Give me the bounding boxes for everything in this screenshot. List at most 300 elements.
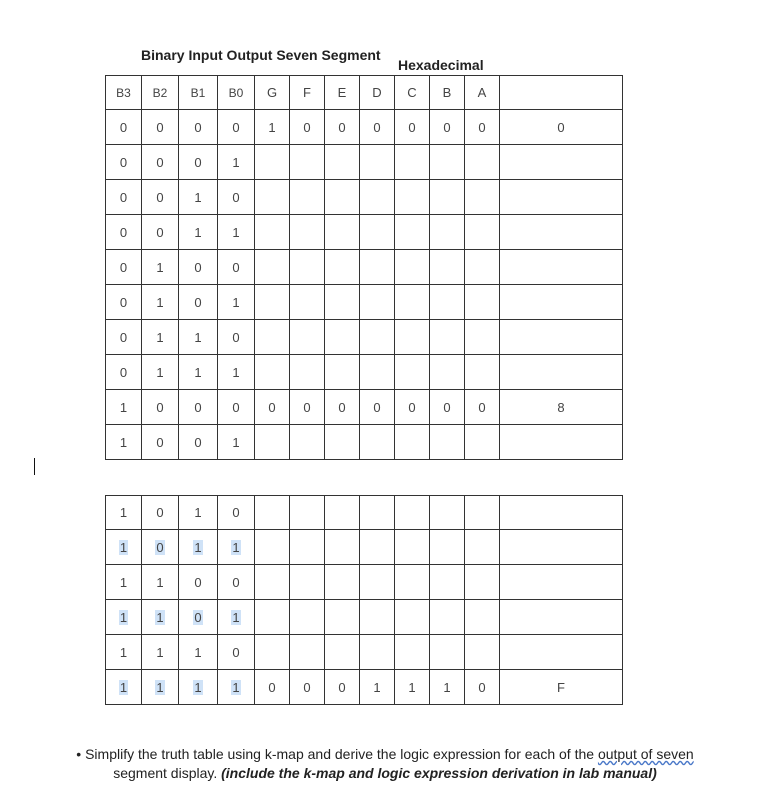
table-cell <box>290 285 325 320</box>
cell-value: 0 <box>119 189 128 205</box>
table-cell <box>218 145 255 180</box>
table-cell <box>142 670 179 705</box>
table-row <box>106 530 623 565</box>
table-cell <box>106 215 142 250</box>
table-cell <box>465 670 500 705</box>
cell-value: D <box>372 85 382 100</box>
table-cell <box>360 600 395 635</box>
table-cell <box>142 425 179 460</box>
cell-value: 0 <box>119 119 128 135</box>
cell-value: 0 <box>443 119 451 135</box>
table-cell <box>325 215 360 250</box>
table-cell <box>360 355 395 390</box>
table-cell <box>430 600 465 635</box>
table-cell <box>218 110 255 145</box>
table-cell <box>218 355 255 390</box>
table-cell <box>395 180 430 215</box>
table-cell <box>465 390 500 425</box>
table-cell <box>255 180 290 215</box>
table-cell <box>106 320 142 355</box>
cell-value: 0 <box>268 399 276 415</box>
table-cell <box>465 565 500 600</box>
table-cell <box>395 600 430 635</box>
cell-value: 0 <box>478 679 486 695</box>
cell-value: 0 <box>156 539 164 555</box>
table-cell <box>142 496 179 530</box>
cell-value: 0 <box>232 259 240 275</box>
table-cell <box>465 215 500 250</box>
table-cell <box>325 110 360 145</box>
table-cell <box>395 425 430 460</box>
table-cell <box>142 635 179 670</box>
table-cell <box>430 530 465 565</box>
table-cell <box>290 565 325 600</box>
cell-value: 1 <box>232 434 240 450</box>
table-cell <box>255 390 290 425</box>
table-cell <box>106 530 142 565</box>
table-cell <box>465 530 500 565</box>
cell-value: 1 <box>232 609 240 625</box>
table-cell <box>500 390 623 425</box>
table-cell <box>325 530 360 565</box>
cell-value: C <box>407 85 417 100</box>
table-cell <box>430 425 465 460</box>
table-cell <box>290 215 325 250</box>
table-cell <box>395 285 430 320</box>
table-cell <box>218 250 255 285</box>
cell-value: 0 <box>338 679 346 695</box>
cell-value: 1 <box>232 294 240 310</box>
table-cell <box>360 285 395 320</box>
cell-value: 0 <box>232 189 240 205</box>
cell-value: 0 <box>478 119 486 135</box>
table-cell <box>255 215 290 250</box>
cell-value: B <box>442 85 452 100</box>
instruction-note <box>40 745 730 783</box>
table-cell <box>255 565 290 600</box>
table-cell <box>500 250 623 285</box>
table-cell <box>325 285 360 320</box>
table-cell <box>106 285 142 320</box>
cell-value: 1 <box>443 679 451 695</box>
table-cell <box>218 425 255 460</box>
table-cell <box>179 635 218 670</box>
table-cell <box>325 250 360 285</box>
cell-value: F <box>557 679 565 695</box>
table-cell <box>290 110 325 145</box>
table-cell <box>255 425 290 460</box>
cell-value: 1 <box>119 505 128 520</box>
cell-value: 0 <box>119 294 128 310</box>
table-cell <box>465 600 500 635</box>
heading-hexadecimal: Hexadecimal <box>398 57 484 73</box>
cell-value: B3 <box>116 85 131 100</box>
cell-value: 1 <box>194 644 202 660</box>
cell-value: 1 <box>156 364 164 380</box>
table-row <box>106 320 623 355</box>
table-cell <box>430 285 465 320</box>
cell-value: 0 <box>119 259 128 275</box>
cell-value: 0 <box>194 399 202 415</box>
table-cell <box>142 76 179 110</box>
cell-value: 1 <box>119 539 128 555</box>
note-emphasis: (include the k-map and logic expression derivation in lab manual) <box>221 765 657 781</box>
table-cell <box>290 496 325 530</box>
table-row <box>106 180 623 215</box>
table-cell <box>218 180 255 215</box>
table-cell <box>179 355 218 390</box>
table-cell <box>218 635 255 670</box>
table-cell <box>465 180 500 215</box>
table-cell <box>325 635 360 670</box>
table-cell <box>500 180 623 215</box>
table-cell <box>430 565 465 600</box>
table-row <box>106 565 623 600</box>
table-row <box>106 145 623 180</box>
table-cell <box>106 145 142 180</box>
table-cell <box>255 145 290 180</box>
table-cell <box>255 320 290 355</box>
table-cell <box>430 496 465 530</box>
table-cell <box>360 670 395 705</box>
table-cell <box>218 600 255 635</box>
cell-value: B2 <box>152 85 168 100</box>
table-cell <box>179 565 218 600</box>
cell-value: 0 <box>408 399 416 415</box>
table-cell <box>500 110 623 145</box>
table-cell <box>218 320 255 355</box>
table-row <box>106 635 623 670</box>
note-text-line2: segment display. <box>113 765 218 781</box>
table-cell <box>290 180 325 215</box>
table-cell <box>218 215 255 250</box>
cell-value: 0 <box>194 609 202 625</box>
truth-table-2 <box>105 495 623 705</box>
cell-value: 1 <box>156 329 164 345</box>
table-cell <box>500 565 623 600</box>
table-cell <box>465 76 500 110</box>
cell-value: 0 <box>303 399 311 415</box>
table-cell <box>255 600 290 635</box>
table-cell <box>395 320 430 355</box>
table-cell <box>395 145 430 180</box>
table-cell <box>179 425 218 460</box>
cell-value: 1 <box>156 644 164 660</box>
table-cell <box>179 250 218 285</box>
note-text: Simplify the truth table using k-map and derive the logic expression for each of the <box>85 746 598 762</box>
table-cell <box>106 390 142 425</box>
table-cell <box>325 355 360 390</box>
table-cell <box>325 180 360 215</box>
table-cell <box>290 76 325 110</box>
table-cell <box>106 110 142 145</box>
cell-value: 0 <box>156 399 164 415</box>
table-cell <box>395 250 430 285</box>
table-cell <box>430 110 465 145</box>
table-cell <box>179 180 218 215</box>
cell-value: A <box>477 85 487 100</box>
table-cell <box>360 250 395 285</box>
table-row <box>106 670 623 705</box>
table-row <box>106 425 623 460</box>
table-cell <box>290 145 325 180</box>
table-cell <box>325 76 360 110</box>
cell-value: 0 <box>156 505 164 520</box>
table-cell <box>325 320 360 355</box>
table-cell <box>179 496 218 530</box>
cell-value: 1 <box>232 679 240 695</box>
table-cell <box>179 285 218 320</box>
cell-value: 0 <box>373 399 381 415</box>
table-row <box>106 215 623 250</box>
table-cell <box>395 355 430 390</box>
cell-value: 0 <box>194 119 202 135</box>
table-cell <box>255 355 290 390</box>
table-cell <box>395 635 430 670</box>
table-cell <box>430 670 465 705</box>
cell-value: 1 <box>156 259 164 275</box>
cell-value: 0 <box>194 434 202 450</box>
table-cell <box>430 390 465 425</box>
table-row <box>106 496 623 530</box>
cell-value: 1 <box>156 679 164 695</box>
table-header-row <box>106 76 623 110</box>
table-cell <box>218 565 255 600</box>
cell-value: 0 <box>478 399 486 415</box>
table-cell <box>395 530 430 565</box>
bullet: • <box>76 746 82 762</box>
cell-value: 0 <box>303 119 311 135</box>
table-cell <box>325 600 360 635</box>
cell-value: 1 <box>119 609 128 625</box>
table-cell <box>255 530 290 565</box>
table-cell <box>106 635 142 670</box>
note-text-squiggle: output of seven <box>597 746 694 762</box>
cell-value: 0 <box>156 154 164 170</box>
cell-value: 0 <box>156 224 164 240</box>
table-cell <box>500 145 623 180</box>
cell-value: 0 <box>268 679 276 695</box>
cell-value: 0 <box>194 574 202 590</box>
cell-value: E <box>337 85 347 100</box>
cell-value: 1 <box>232 224 240 240</box>
table-row <box>106 390 623 425</box>
cell-value: 1 <box>119 399 128 415</box>
table-cell <box>218 496 255 530</box>
table-cell <box>500 635 623 670</box>
table-cell <box>142 180 179 215</box>
table-cell <box>179 320 218 355</box>
table-cell <box>500 670 623 705</box>
cell-value: 0 <box>232 399 240 415</box>
table-cell <box>218 530 255 565</box>
table-cell <box>360 145 395 180</box>
table-cell <box>325 145 360 180</box>
table-cell <box>106 600 142 635</box>
cell-value: 0 <box>232 574 240 590</box>
table-cell <box>500 530 623 565</box>
cell-value: 0 <box>232 329 240 345</box>
cell-value: 1 <box>232 539 240 555</box>
table-cell <box>500 600 623 635</box>
table-cell <box>465 110 500 145</box>
table-cell <box>218 670 255 705</box>
table-cell <box>106 425 142 460</box>
cell-value: 0 <box>156 434 164 450</box>
table-cell <box>290 250 325 285</box>
cell-value: 0 <box>119 224 128 240</box>
table-cell <box>290 390 325 425</box>
table-cell <box>218 390 255 425</box>
table-cell <box>142 145 179 180</box>
table-cell <box>500 425 623 460</box>
cell-value: 1 <box>156 294 164 310</box>
table-cell <box>395 110 430 145</box>
table-cell <box>465 635 500 670</box>
cell-value: 1 <box>119 679 128 695</box>
table-cell <box>395 670 430 705</box>
cell-value: 1 <box>194 224 202 240</box>
cell-value: 1 <box>268 119 276 135</box>
table-cell <box>395 76 430 110</box>
cell-value: 1 <box>194 329 202 345</box>
cell-value: 0 <box>232 119 240 135</box>
table-cell <box>360 425 395 460</box>
table-row <box>106 250 623 285</box>
table-cell <box>360 635 395 670</box>
table-cell <box>500 355 623 390</box>
table-cell <box>465 145 500 180</box>
cell-value: 0 <box>119 329 128 345</box>
table-cell <box>430 355 465 390</box>
table-cell <box>500 285 623 320</box>
cell-value: 1 <box>232 154 240 170</box>
table-cell <box>290 530 325 565</box>
table-cell <box>179 76 218 110</box>
table-cell <box>218 76 255 110</box>
table-cell <box>290 670 325 705</box>
table-cell <box>255 285 290 320</box>
cell-value: 1 <box>119 574 128 590</box>
table-cell <box>255 76 290 110</box>
table-cell <box>325 425 360 460</box>
table-cell <box>106 76 142 110</box>
table-cell <box>500 76 623 110</box>
table-cell <box>430 180 465 215</box>
cell-value: 1 <box>194 539 202 555</box>
table-row <box>106 285 623 320</box>
cell-value: 1 <box>232 364 240 380</box>
table-cell <box>290 425 325 460</box>
table-cell <box>465 285 500 320</box>
cell-value: 0 <box>338 119 346 135</box>
cell-value: 1 <box>156 574 164 590</box>
cell-value: F <box>303 85 311 100</box>
table-cell <box>179 145 218 180</box>
table-cell <box>142 320 179 355</box>
cell-value: 1 <box>119 434 128 450</box>
table-cell <box>500 320 623 355</box>
cell-value: 1 <box>194 505 202 520</box>
table-cell <box>142 355 179 390</box>
cell-value: 0 <box>338 399 346 415</box>
table-cell <box>255 496 290 530</box>
table-cell <box>106 355 142 390</box>
table-cell <box>430 76 465 110</box>
cell-value: 0 <box>557 119 565 135</box>
table-cell <box>430 215 465 250</box>
table-cell <box>255 670 290 705</box>
table-cell <box>106 565 142 600</box>
cell-value: 0 <box>119 154 128 170</box>
table-cell <box>142 600 179 635</box>
table-cell <box>142 215 179 250</box>
table-cell <box>179 530 218 565</box>
table-cell <box>360 496 395 530</box>
table-cell <box>465 425 500 460</box>
table-cell <box>360 76 395 110</box>
cell-value: 8 <box>557 399 565 415</box>
cell-value: B1 <box>190 85 206 100</box>
table-cell <box>179 390 218 425</box>
table-cell <box>179 110 218 145</box>
cell-value: 0 <box>194 259 202 275</box>
table-cell <box>106 670 142 705</box>
table-cell <box>179 215 218 250</box>
cell-value: 0 <box>408 119 416 135</box>
cell-value: 1 <box>373 679 381 695</box>
table-cell <box>142 250 179 285</box>
table-cell <box>106 180 142 215</box>
table-cell <box>325 670 360 705</box>
cell-value: 1 <box>194 189 202 205</box>
table-cell <box>430 635 465 670</box>
table-cell <box>465 355 500 390</box>
table-row <box>106 600 623 635</box>
table-cell <box>360 320 395 355</box>
table-cell <box>465 496 500 530</box>
table-cell <box>360 215 395 250</box>
table-cell <box>430 320 465 355</box>
table-cell <box>325 496 360 530</box>
cell-value: 0 <box>373 119 381 135</box>
table-cell <box>360 565 395 600</box>
table-cell <box>255 110 290 145</box>
table-cell <box>290 355 325 390</box>
table-cell <box>465 250 500 285</box>
table-cell <box>290 635 325 670</box>
cell-value: 0 <box>156 119 164 135</box>
cell-value: 1 <box>194 679 202 695</box>
cell-value: 0 <box>119 364 128 380</box>
cell-value: 1 <box>156 609 164 625</box>
table-cell <box>106 250 142 285</box>
table-cell <box>360 180 395 215</box>
cell-value: 0 <box>303 679 311 695</box>
cell-value: 1 <box>194 364 202 380</box>
table-cell <box>142 110 179 145</box>
cell-value: 0 <box>194 154 202 170</box>
cell-value: 0 <box>232 644 240 660</box>
table-cell <box>142 565 179 600</box>
table-cell <box>142 530 179 565</box>
cell-value: 1 <box>408 679 416 695</box>
table-cell <box>430 250 465 285</box>
table-cell <box>142 285 179 320</box>
table-cell <box>106 496 142 530</box>
table-cell <box>142 390 179 425</box>
table-cell <box>325 565 360 600</box>
